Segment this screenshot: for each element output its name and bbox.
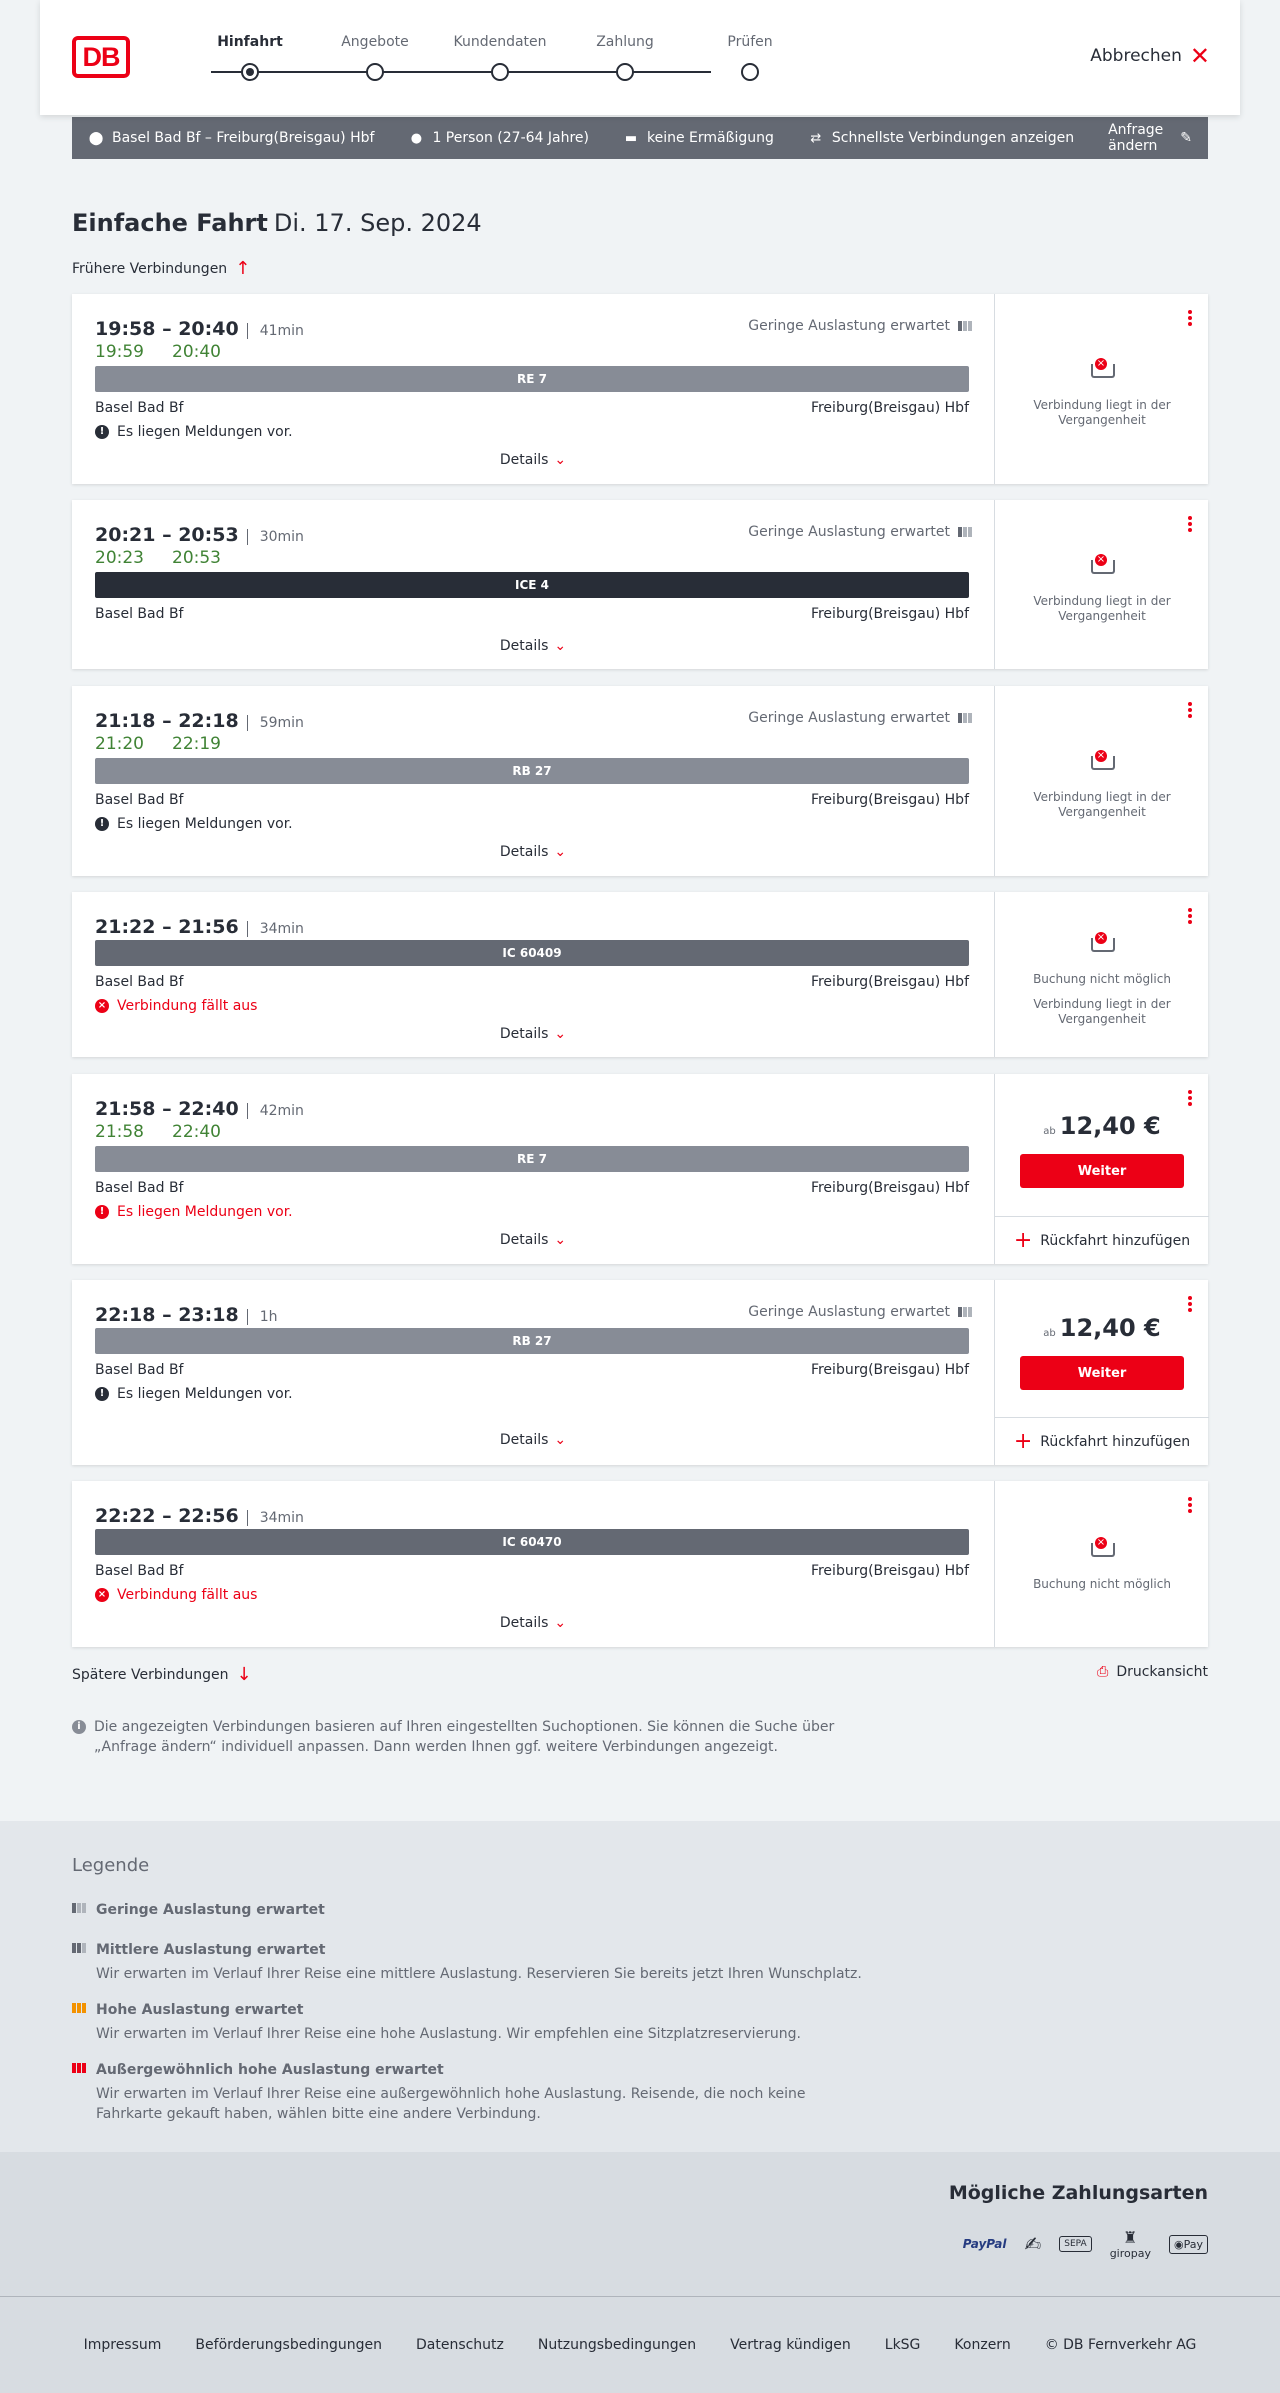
connection-times — [95, 1304, 277, 1326]
details-label: Details — [499, 1232, 549, 1248]
message-notice — [95, 1386, 293, 1402]
booking-not-possible-text: Buchung nicht möglich — [1033, 1577, 1171, 1591]
apple-pay-label: Pay — [1183, 2237, 1203, 2251]
legend-item-desc: Wir erwarten im Verlauf Ihrer Reise eine mittlere Auslastung. Reservieren Sie bereits jetzt Ihren Wunschplatz. — [96, 1966, 862, 1982]
more-options-icon[interactable] — [1188, 1296, 1192, 1314]
arrival-station: Freiburg(Breisgau) Hbf — [810, 400, 969, 416]
realtime-departure: 21:58 — [95, 1122, 144, 1142]
realtime-departure: 20:23 — [95, 548, 144, 568]
details-toggle[interactable] — [72, 844, 994, 860]
connection-times — [95, 318, 304, 340]
occupancy-medium-icon — [72, 1943, 86, 1953]
connection-main[interactable] — [72, 500, 994, 669]
occupancy-text: Geringe Auslastung erwartet — [748, 1304, 950, 1320]
cart-unavailable-icon — [1087, 358, 1117, 384]
message-notice — [95, 1204, 293, 1220]
arrow-down-icon: ↓ — [236, 1664, 252, 1685]
duration: 34min — [247, 921, 304, 937]
legend-item-title: Mittlere Auslastung erwartet — [96, 1942, 326, 1958]
connection-card[interactable] — [72, 892, 1208, 1057]
giropay-icon: ♜ giropay — [1109, 2228, 1151, 2260]
connection-times — [95, 1098, 304, 1120]
alert-icon: ! — [95, 817, 109, 831]
chevron-down-icon: ⌄ — [554, 1615, 567, 1631]
legend-item-title: Hohe Auslastung erwartet — [96, 2002, 304, 2018]
arrival-station: Freiburg(Breisgau) Hbf — [810, 1563, 969, 1579]
change-request-label: Anfrage ändern — [1108, 122, 1164, 154]
train-bar[interactable]: IC 60409 — [95, 940, 969, 966]
realtime-arrival: 20:40 — [172, 342, 221, 362]
arrival-station: Freiburg(Breisgau) Hbf — [810, 792, 969, 808]
price-value: 12,40 € — [1059, 1112, 1161, 1140]
plus-icon: + — [1013, 1429, 1033, 1454]
earlier-label: Frühere Verbindungen — [72, 260, 228, 277]
more-options-icon[interactable] — [1188, 1497, 1192, 1515]
stations — [95, 974, 969, 990]
departure-station: Basel Bad Bf — [95, 1180, 184, 1196]
cancel-circle-icon: × — [95, 1588, 109, 1602]
occupancy-text: Geringe Auslastung erwartet — [748, 524, 950, 540]
occupancy-low-icon — [958, 321, 972, 331]
occupancy-text: Geringe Auslastung erwartet — [748, 710, 950, 726]
footer-link-impressum[interactable]: Impressum — [83, 2337, 162, 2353]
fastest-text: Schnellste Verbindungen anzeigen — [831, 130, 1075, 146]
later-connections-link[interactable] — [72, 1664, 252, 1685]
message-notice — [95, 816, 293, 832]
connection-card[interactable] — [72, 294, 1208, 484]
sepa-icon: SEPA — [1059, 2236, 1091, 2252]
trip-type: Einfache Fahrt — [72, 209, 268, 237]
footer-link-datenschutz[interactable]: Datenschutz — [415, 2337, 504, 2353]
realtime-arrival: 22:40 — [172, 1122, 221, 1142]
fastest-summary — [808, 130, 1074, 146]
cart-unavailable-icon — [1087, 750, 1117, 776]
details-toggle[interactable] — [72, 1615, 994, 1631]
legend-item-high — [72, 2000, 872, 2044]
more-options-icon[interactable] — [1188, 908, 1192, 926]
alert-icon: ! — [95, 1205, 109, 1219]
details-toggle[interactable] — [72, 452, 994, 468]
connection-times — [95, 916, 304, 938]
change-request-button[interactable] — [1108, 122, 1192, 154]
details-toggle[interactable] — [72, 1026, 994, 1042]
past-connection-text: Verbindung liegt in der Vergangenheit — [1033, 594, 1171, 623]
printer-icon: ⎙ — [1097, 1664, 1109, 1680]
train-bar[interactable]: RB 27 — [95, 758, 969, 784]
occupancy-low-icon — [958, 713, 972, 723]
info-text: Die angezeigten Verbindungen basieren auf Ihren eingestellten Suchoptionen. Sie können die Suche über „Anfrage ändern“ individuell anpassen. Dann werden Ihnen ggf. weitere Verbindungen angezeigt. — [94, 1719, 835, 1755]
discount-summary — [623, 130, 774, 146]
progress-line — [211, 71, 711, 73]
unavailable-info — [995, 358, 1209, 428]
legend-title: Legende — [72, 1855, 150, 1876]
details-label: Details — [499, 1615, 549, 1631]
connection-main[interactable] — [72, 294, 994, 484]
realtime-arrival: 22:19 — [172, 734, 221, 754]
legend-item-title: Außergewöhnlich hohe Auslastung erwartet — [96, 2062, 444, 2078]
footer — [0, 2296, 1280, 2393]
train-bar[interactable]: IC 60470 — [95, 1529, 969, 1555]
more-options-icon[interactable] — [1188, 1090, 1192, 1108]
duration: 1h — [247, 1309, 278, 1325]
unavailable-info — [995, 750, 1209, 820]
cancellation-notice — [95, 998, 257, 1014]
past-connection-text: Verbindung liegt in der Vergangenheit — [1033, 790, 1171, 819]
cancel-label: Abbrechen — [1090, 46, 1182, 66]
cart-unavailable-icon — [1087, 932, 1117, 958]
price — [995, 1314, 1209, 1342]
credit-card-icon: ✍ — [1024, 2232, 1042, 2256]
connection-main[interactable] — [72, 1074, 994, 1264]
person-icon: ● — [410, 130, 423, 146]
later-label: Spätere Verbindungen — [72, 1666, 229, 1683]
continue-button[interactable]: Weiter — [1020, 1154, 1184, 1188]
train-bar[interactable]: RB 27 — [95, 1328, 969, 1354]
footer-copyright: © DB Fernverkehr AG — [1044, 2337, 1197, 2353]
realtime-times — [95, 548, 249, 568]
connection-main[interactable] — [72, 1481, 994, 1647]
occupancy-very-high-icon — [72, 2063, 86, 2073]
details-toggle[interactable] — [72, 1232, 994, 1248]
duration: 59min — [247, 715, 304, 731]
legend-section — [0, 1821, 1280, 2152]
booking-not-possible-text: Buchung nicht möglich — [1033, 972, 1171, 986]
arrival-station: Freiburg(Breisgau) Hbf — [810, 1362, 969, 1378]
chevron-down-icon: ⌄ — [554, 1232, 567, 1248]
realtime-times — [95, 1122, 249, 1142]
realtime-departure: 19:59 — [95, 342, 144, 362]
chevron-down-icon: ⌄ — [554, 844, 567, 860]
legend-item-desc: Wir erwarten im Verlauf Ihrer Reise eine hohe Auslastung. Wir empfehlen eine Sitzplatzreservierung. — [96, 2026, 801, 2042]
step-hinfahrt: Hinfahrt — [217, 34, 283, 50]
route-text: Basel Bad Bf – Freiburg(Breisgau) Hbf — [112, 130, 375, 146]
footer-links — [0, 2337, 1280, 2353]
details-label: Details — [499, 638, 549, 654]
connection-main[interactable] — [72, 892, 994, 1057]
pencil-icon: ✎ — [1180, 130, 1192, 146]
train-bar[interactable]: ICE 4 — [95, 572, 969, 598]
departure-station: Basel Bad Bf — [95, 792, 184, 808]
footer-link-vertrag-kuendigen[interactable]: Vertrag kündigen — [730, 2337, 851, 2353]
cart-unavailable-icon — [1087, 1537, 1117, 1563]
payment-title: Mögliche Zahlungsarten — [948, 2182, 1208, 2204]
occupancy-low-icon — [72, 1903, 86, 1913]
add-return-label: Rückfahrt hinzufügen — [1040, 1433, 1191, 1450]
step-pruefen: Prüfen — [727, 34, 773, 50]
realtime-departure: 21:20 — [95, 734, 144, 754]
legend-item-low — [72, 1900, 872, 1920]
connection-main[interactable] — [72, 686, 994, 876]
connection-times — [95, 1505, 304, 1527]
step-kundendaten: Kundendaten — [453, 34, 547, 50]
cancellation-text: Verbindung fällt aus — [117, 1587, 258, 1603]
stations — [95, 1563, 969, 1579]
persons-summary — [408, 130, 589, 146]
cancel-circle-icon: × — [95, 999, 109, 1013]
connection-card[interactable] — [72, 500, 1208, 669]
departure-station: Basel Bad Bf — [95, 606, 184, 622]
connection-offer — [994, 294, 1208, 484]
occupancy-low-icon — [958, 527, 972, 537]
step-dot-kundendaten — [491, 63, 509, 81]
occupancy-low-icon — [958, 1307, 972, 1317]
footer-link-lksg[interactable]: LkSG — [884, 2337, 921, 2353]
legend-item-very-high — [72, 2060, 872, 2124]
stations — [95, 606, 969, 622]
message-notice — [95, 424, 293, 440]
earlier-connections-link[interactable] — [72, 258, 250, 279]
step-dot-hinfahrt — [241, 63, 259, 81]
connection-offer — [994, 500, 1208, 669]
occupancy-high-icon — [72, 2003, 86, 2013]
header — [40, 0, 1240, 115]
connection-offer — [994, 892, 1208, 1057]
cancel-button[interactable] — [1090, 42, 1210, 70]
train-bar[interactable]: RE 7 — [95, 366, 969, 392]
arrow-up-icon: ↑ — [235, 258, 251, 279]
price — [995, 1112, 1209, 1140]
legend-item-medium — [72, 1940, 872, 1984]
connection-card[interactable] — [72, 1280, 1208, 1465]
stations — [95, 400, 969, 416]
realtime-arrival: 20:53 — [172, 548, 221, 568]
paypal-icon: PayPal — [962, 2237, 1007, 2251]
cancellation-text: Verbindung fällt aus — [117, 998, 258, 1014]
route-summary — [88, 130, 374, 146]
connection-times — [95, 524, 304, 546]
step-dot-angebote — [366, 63, 384, 81]
planned-times: 22:22 – 22:56 — [95, 1505, 239, 1527]
search-summary-bar — [72, 117, 1208, 159]
price-prefix: ab — [1043, 1328, 1056, 1339]
print-label: Druckansicht — [1116, 1664, 1208, 1680]
trip-date: Di. 17. Sep. 2024 — [273, 209, 482, 237]
past-connection-text: Verbindung liegt in der Vergangenheit — [1033, 398, 1171, 427]
footer-link-nutzungsbedingungen[interactable]: Nutzungsbedingungen — [537, 2337, 697, 2353]
continue-button[interactable]: Weiter — [1020, 1356, 1184, 1390]
connection-main[interactable] — [72, 1280, 994, 1465]
planned-times: 19:58 – 20:40 — [95, 318, 239, 340]
duration: 30min — [247, 529, 304, 545]
planned-times: 21:22 – 21:56 — [95, 916, 239, 938]
payment-icons — [963, 2228, 1208, 2260]
chevron-down-icon: ⌄ — [554, 452, 567, 468]
departure-station: Basel Bad Bf — [95, 974, 184, 990]
discount-text: keine Ermäßigung — [647, 130, 774, 146]
connection-card[interactable] — [72, 1481, 1208, 1647]
planned-times: 20:21 – 20:53 — [95, 524, 239, 546]
duration: 42min — [247, 1103, 304, 1119]
details-label: Details — [499, 1026, 549, 1042]
message-text: Es liegen Meldungen vor. — [117, 1386, 293, 1402]
more-options-icon[interactable] — [1188, 702, 1192, 720]
connection-card[interactable] — [72, 1074, 1208, 1264]
legend-item-title: Geringe Auslastung erwartet — [96, 1902, 325, 1918]
details-toggle[interactable] — [72, 1432, 994, 1448]
add-return-button[interactable] — [995, 1216, 1209, 1264]
stations — [95, 1362, 969, 1378]
occupancy-info — [748, 710, 972, 726]
connection-times — [95, 710, 304, 732]
search-info-note — [72, 1717, 852, 1757]
print-view-link[interactable] — [1097, 1664, 1208, 1680]
more-options-icon[interactable] — [1188, 310, 1192, 328]
step-angebote: Angebote — [341, 34, 409, 50]
price-value: 12,40 € — [1059, 1314, 1161, 1342]
arrival-station: Freiburg(Breisgau) Hbf — [810, 606, 969, 622]
stations — [95, 1180, 969, 1196]
occupancy-text: Geringe Auslastung erwartet — [748, 318, 950, 334]
connection-offer — [994, 1280, 1208, 1465]
chevron-down-icon: ⌄ — [554, 638, 567, 654]
cancellation-notice — [95, 1587, 257, 1603]
connection-card[interactable] — [72, 686, 1208, 876]
add-return-button[interactable] — [995, 1417, 1209, 1465]
step-zahlung: Zahlung — [596, 34, 654, 50]
connection-offer — [994, 686, 1208, 876]
planned-times: 21:18 – 22:18 — [95, 710, 239, 732]
persons-text: 1 Person (27-64 Jahre) — [432, 130, 589, 146]
apple-pay-icon: ◉Pay — [1169, 2235, 1208, 2254]
giropay-label: giropay — [1109, 2247, 1151, 2260]
planned-times: 21:58 – 22:40 — [95, 1098, 239, 1120]
info-icon: i — [72, 1720, 86, 1734]
arrival-station: Freiburg(Breisgau) Hbf — [810, 1180, 969, 1196]
departure-station: Basel Bad Bf — [95, 1362, 184, 1378]
planned-times: 22:18 – 23:18 — [95, 1304, 239, 1326]
alert-icon: ! — [95, 1387, 109, 1401]
unavailable-info — [995, 932, 1209, 1027]
message-text: Es liegen Meldungen vor. — [117, 424, 293, 440]
step-dot-pruefen — [741, 63, 759, 81]
alert-icon: ! — [95, 425, 109, 439]
message-text: Es liegen Meldungen vor. — [117, 1204, 293, 1220]
page-title — [72, 209, 482, 237]
location-pin-icon: ⬤ — [88, 130, 104, 146]
legend-item-desc: Wir erwarten im Verlauf Ihrer Reise eine außergewöhnlich hohe Auslastung. Reisende, die noch keine Fahrkarte gekauft haben, wählen bitte eine andere Verbindung. — [96, 2086, 806, 2122]
duration: 34min — [247, 1510, 304, 1526]
unavailable-info — [995, 554, 1209, 624]
footer-link-befoerderungsbedingungen[interactable]: Beförderungsbedingungen — [195, 2337, 382, 2353]
stations — [95, 792, 969, 808]
occupancy-info — [748, 1304, 972, 1320]
price-prefix: ab — [1043, 1126, 1056, 1137]
arrival-station: Freiburg(Breisgau) Hbf — [810, 974, 969, 990]
swap-arrows-icon: ⇄ — [810, 130, 822, 146]
step-dot-zahlung — [616, 63, 634, 81]
cart-unavailable-icon — [1087, 554, 1117, 580]
realtime-times — [95, 342, 249, 362]
train-bar[interactable]: RE 7 — [95, 1146, 969, 1172]
more-options-icon[interactable] — [1188, 516, 1192, 534]
occupancy-info — [748, 524, 972, 540]
departure-station: Basel Bad Bf — [95, 1563, 184, 1579]
unavailable-info — [995, 1537, 1209, 1592]
plus-icon: + — [1013, 1228, 1033, 1253]
details-label: Details — [499, 1432, 549, 1448]
connection-offer — [994, 1481, 1208, 1647]
details-label: Details — [499, 844, 549, 860]
chevron-down-icon: ⌄ — [554, 1432, 567, 1448]
occupancy-info — [748, 318, 972, 334]
payment-section — [0, 2152, 1280, 2296]
connection-offer — [994, 1074, 1208, 1264]
close-icon: ✕ — [1189, 42, 1210, 70]
duration: 41min — [247, 323, 304, 339]
db-logo[interactable]: DB — [72, 36, 130, 78]
details-toggle[interactable] — [72, 638, 994, 654]
chevron-down-icon: ⌄ — [554, 1026, 567, 1042]
footer-link-konzern[interactable]: Konzern — [954, 2337, 1011, 2353]
bahncard-icon: ▬ — [624, 130, 638, 146]
add-return-label: Rückfahrt hinzufügen — [1040, 1232, 1191, 1249]
departure-station: Basel Bad Bf — [95, 400, 184, 416]
details-label: Details — [499, 452, 549, 468]
message-text: Es liegen Meldungen vor. — [117, 816, 293, 832]
realtime-times — [95, 734, 249, 754]
past-connection-text: Verbindung liegt in der Vergangenheit — [1033, 997, 1171, 1026]
